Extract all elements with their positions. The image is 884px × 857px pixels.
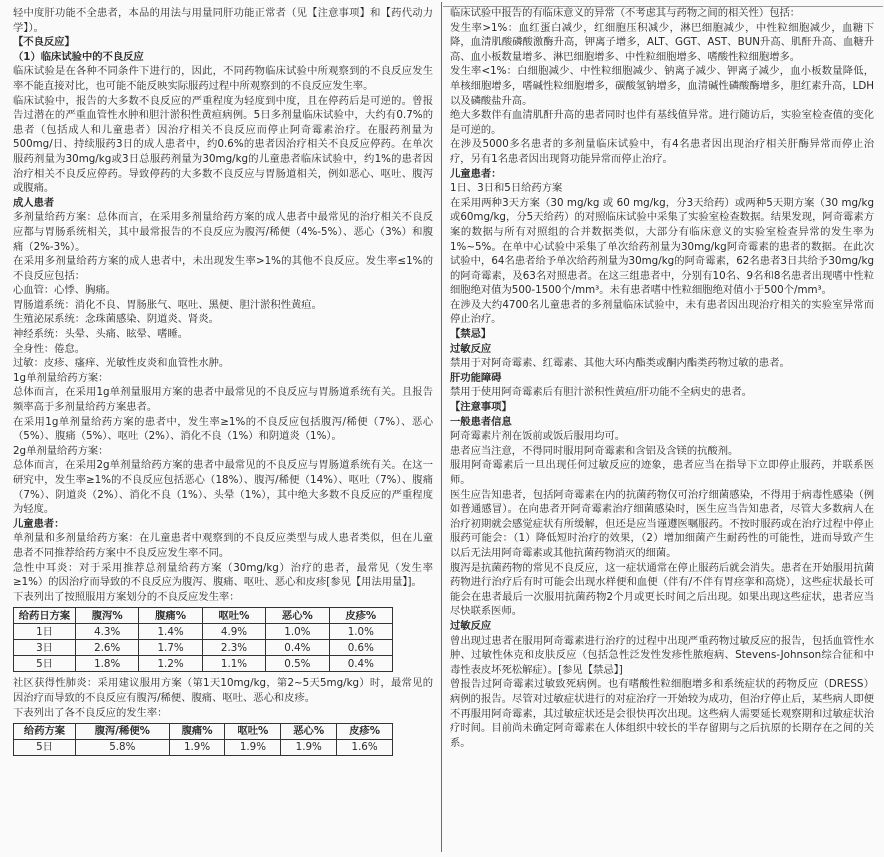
column-header: 恶心% (281, 724, 337, 740)
paragraph: 绝大多数伴有血清肌酐升高的患者同时也伴有基线值异常。进行随访后，实验室检查值的变化是可逆的。 (450, 109, 874, 136)
table-cell: 1.7% (139, 640, 202, 656)
column-header: 恶心% (266, 608, 329, 624)
column-header: 皮疹% (329, 608, 392, 624)
table-row (14, 624, 393, 640)
section-heading: 过敏反应 (450, 342, 492, 355)
right-text-blocks (450, 6, 874, 750)
paragraph: 单剂量和多剂量给药方案：在儿童患者中观察到的不良反应类型与成人患者类似，但在儿童患者不同推荐给药方案中不良反应发生率不同。 (13, 532, 433, 559)
cap-paragraph: 社区获得性肺炎：采用建议服用方案（第1天10mg/kg，第2~5天5mg/kg）时，最常见的因治疗而导致的不良反应有腹泻/稀便、腹痛、呕吐、恶心和皮疹。 (13, 677, 433, 704)
column-header: 腹泻/稀便% (76, 724, 170, 740)
table-cell: 5日 (14, 656, 76, 672)
section-heading: 过敏反应 (450, 619, 492, 632)
paragraph: 在采用多剂量给药方案的成人患者中，未出现发生率>1%的其他不良反应。发生率≤1%的不良反应包括： (13, 255, 433, 282)
section-heading: 【不良反应】 (13, 36, 75, 49)
paragraph: 轻中度肝功能不全患者，本品的用法与用量同肝功能正常者（见【注意事项】和【药代动力学】）。 (13, 7, 433, 34)
table-cell: 0.4% (266, 640, 329, 656)
paragraph: 神经系统：头晕、头痛、眩晕、嗜睡。 (13, 328, 189, 341)
paragraph: 1g单剂量给药方案： (13, 371, 109, 384)
table-row (14, 740, 393, 756)
paragraph: 生殖泌尿系统：念珠菌感染、阴道炎、肾炎。 (13, 313, 219, 326)
adverse-reaction-table-cap (13, 723, 393, 756)
column-header: 腹痛% (139, 608, 202, 624)
left-column (13, 6, 433, 760)
table-body (14, 740, 393, 756)
paragraph: 腹泻是抗菌药物的常见不良反应，这一症状通常在停止服药后就会消失。患者在开始服用抗菌药物进行治疗后有时可能会出现水样便和血便（伴有/不伴有胃痉挛和高烧），这些症状最长可能会在患者最后一次服用抗菌药物2个月或更长时间之后出现。如果出现这些症状，患者应当尽快联系医师。 (450, 561, 874, 618)
table-cell: 0.6% (329, 640, 392, 656)
table-cell: 3日 (14, 640, 76, 656)
table-row (14, 656, 393, 672)
section-heading: 肝功能障碍 (450, 371, 502, 384)
paragraph: 发生率<1%：白细胞减少、中性粒细胞减少、钠离子减少、钾离子减少，血小板数量降低，单核细胞增多，嗜碱性粒细胞增多，碳酸氢钠增多，血清碱性磷酸酶增多，胆红素升高，LDH以及磷酸盐升高。 (450, 65, 874, 107)
table-cell: 1.6% (337, 740, 393, 756)
paragraph: 过敏：皮疹、瘙痒、光敏性皮炎和血管性水肿。 (13, 357, 230, 370)
table-cell: 5日 (14, 740, 76, 756)
column-header: 呕吐% (202, 608, 265, 624)
section-heading: 儿童患者： (13, 517, 65, 530)
table-cell: 1.2% (139, 656, 202, 672)
table-cell: 0.5% (266, 656, 329, 672)
paragraph: 在涉及5000多名患者的多剂量临床试验中，有4名患者因出现治疗相关肝酶异常而停止治疗，另有1名患者因出现肾功能异常而停止治疗。 (450, 138, 874, 165)
table-header-row (14, 608, 393, 624)
table-cell: 1.4% (139, 624, 202, 640)
paragraph: 发生率>1%：血红蛋白减少，红细胞压积减少，淋巴细胞减少，中性粒细胞减少，血糖下降，血清肌酸磷酸激酶升高，钾离子增多，ALT、GGT、AST、BUN升高、肌酐升高、血糖升高、血小板数量增多、淋巴细胞增多、中性粒细胞增多、嗜酸性粒细胞增多。 (450, 21, 874, 63)
table-cell: 1.1% (202, 656, 265, 672)
table-cell: 1.9% (169, 740, 225, 756)
paragraph: 2g单剂量给药方案： (13, 444, 109, 457)
table-cell: 1.8% (76, 656, 139, 672)
paragraph: 临床试验是在各种不同条件下进行的，因此，不同药物临床试验中所观察到的不良反应发生率不能直接对比，也可能不能反映实际服药过程中所观察到的不良反应发生率。 (13, 65, 433, 92)
column-header: 皮疹% (337, 724, 393, 740)
paragraph: 下表列出了按照服用方案划分的不良反应发生率： (13, 590, 240, 603)
section-heading: 一般患者信息 (450, 415, 512, 428)
paragraph: 胃肠道系统：消化不良、胃肠胀气、呕吐、黑便、胆汁淤积性黄疸。 (13, 298, 322, 311)
paragraph: 曾出现过患者在服用阿奇霉素进行治疗的过程中出现严重药物过敏反应的报告，包括血管性水肿、过敏性休克和皮肤反应（包括急性泛发性发疹性脓疱病、Stevens-Johnson综合征和中毒性表皮坏死松解症）。[参见【禁忌】] (450, 634, 874, 676)
table-cell: 1日 (14, 624, 76, 640)
table-cell: 4.9% (202, 624, 265, 640)
paragraph: 临床试验中，报告的大多数不良反应的严重程度为轻度到中度，且在停药后是可逆的。曾报告过潜在的严重血管性水肿和胆汁淤积性黄疸病例。5日多剂量临床试验中，大约有0.7%的患者（包括成人和儿童患者）因治疗相关不良反应而停止阿奇霉素治疗。在服药剂量为500mg/日、持续服药3日的成人患者中，约0.6%的患者因治疗相关不良反应停药。在单次服药剂量为30mg/kg或3日总服药剂量为30mg/kg的儿童患者临床试验中，约1%的患者因治疗相关不良反应停药。导致停药的大多数不良反应与胃肠道相关，例如恶心、呕吐、腹泻或腹痛。 (13, 94, 433, 195)
column-header: 呕吐% (225, 724, 281, 740)
paragraph: 服用阿奇霉素后一旦出现任何过敏反应的迹象，患者应当在指导下立即停止服药，并联系医师。 (450, 459, 874, 486)
paragraph: 医生应告知患者，包括阿奇霉素在内的抗菌药物仅可治疗细菌感染，不得用于病毒性感染（例如普通感冒）。在向患者开阿奇霉素治疗细菌感染时，医生应当告知患者，尽管大多数病人在治疗初期就会感觉症状有所缓解，但还是应当谨遵医嘱服药。不按时服药或在治疗过程中停止服药可能会：（1）降低短时治疗的效果，（2）增加细菌产生耐药性的可能性，进而导致产生以后无法用阿奇霉素或其他抗菌药物消灭的细菌。 (450, 488, 874, 559)
table-cell: 2.3% (202, 640, 265, 656)
adverse-reaction-table-regimen (13, 607, 393, 672)
table-cell: 4.3% (76, 624, 139, 640)
table-header-row (14, 724, 393, 740)
table-row (14, 640, 393, 656)
table-cell: 1.0% (266, 624, 329, 640)
paragraph: 在涉及大约4700名儿童患者的多剂量临床试验中，未有患者因出现治疗相关的实验室异常而停止治疗。 (450, 298, 874, 326)
section-heading: 成人患者 (13, 196, 55, 209)
table-cell: 0.4% (329, 656, 392, 672)
paragraph: 曾报告过阿奇霉素过敏致死病例。也有嗜酸性粒细胞增多和系统症状的药物反应（DRESS）病例的报告。尽管对过敏症状进行的对症治疗一开始较为成功，但治疗停止后，某些病人即便不再服用阿奇霉素，其过敏症状还是会很快再次出现。这些病人需要延长观察期和过敏症状治疗时间。目前尚未确定阿奇霉素在人体组织中较长的半存留期与之后抗原的长期存在之间的关系。 (450, 678, 874, 749)
column-header: 给药方案 (14, 724, 76, 740)
paragraph: 多剂量给药方案：总体而言，在采用多剂量给药方案的成人患者中最常见的治疗相关不良反应都与胃肠系统相关，其中最常报告的不良反应为腹泻/稀便（4%-5%）、恶心（3%）和腹痛（2%-3%）。 (13, 211, 433, 253)
table2-intro: 下表列出了各不良反应的发生率： (13, 706, 168, 719)
table-body (14, 624, 393, 672)
paragraph: 禁用于使用阿奇霉素后有胆汁淤积性黄疸/肝功能不全病史的患者。 (450, 386, 753, 399)
left-text-blocks (13, 6, 433, 604)
paragraph: 心血管：心悸、胸痛。 (13, 284, 116, 297)
table-cell: 1.9% (281, 740, 337, 756)
paragraph: 临床试验中报告的有临床意义的异常（不考虑其与药物之间的相关性）包括： (450, 7, 801, 19)
paragraph: 在采用1g单剂量给药方案的患者中，发生率≥1%的不良反应包括腹泻/稀便（7%）、恶心（5%）、腹痛（5%）、呕吐（2%）、消化不良（1%）和阴道炎（1%）。 (13, 415, 433, 443)
section-heading: （1）临床试验中的不良反应 (13, 50, 144, 63)
column-header: 给药日方案 (14, 608, 76, 624)
table-cell: 5.8% (76, 740, 170, 756)
table-cell: 1.0% (329, 624, 392, 640)
paragraph: 禁用于对阿奇霉素、红霉素、其他大环内酯类或酮内酯类药物过敏的患者。 (450, 357, 790, 370)
section-heading: 【注意事项】 (450, 401, 512, 414)
right-column (450, 6, 874, 750)
column-divider (441, 2, 442, 852)
table-cell: 2.6% (76, 640, 139, 656)
table-cell: 1.9% (225, 740, 281, 756)
column-header: 腹泻% (76, 608, 139, 624)
paragraph: 总体而言，在采用2g单剂量给药方案的患者中最常见的不良反应与胃肠道系统有关。在这一研究中，发生率≥1%的不良反应包括恶心（18%）、腹泻/稀便（14%）、呕吐（7%）、腹痛（7%）、阴道炎（2%）、消化不良（1%）、头晕（1%），其中绝大多数不良反应的严重程度为轻度。 (13, 459, 433, 516)
paragraph: 急性中耳炎：对于采用推荐总剂量给药方案（30mg/kg）治疗的患者，最常见（发生率≥1%）的因治疗而导致的不良反应为腹泻、腹痛、呕吐、恶心和皮疹[参见【用法用量】]。 (13, 561, 433, 589)
paragraph: 总体而言，在采用1g单剂量服用方案的患者中最常见的不良反应与胃肠道系统有关。且报告频率高于多剂量给药方案患者。 (13, 386, 433, 414)
paragraph: 全身性：倦怠。 (13, 342, 86, 355)
paragraph: 1日、3日和5日给药方案 (450, 182, 563, 195)
column-header: 腹痛% (169, 724, 225, 740)
paragraph: 在采用两种3天方案（30 mg/kg 或 60 mg/kg，分3天给药）或两种5天期方案（30 mg/kg或60mg/kg，分5天给药）的对照临床试验中采集了实验室检查数据。结果发现，阿奇霉素方案的数据与所有对照组的合并数据类似，大部分有临床意义的实验室检查异常的发生率为1%~5%。在单中心试验中采集了单次给药剂量为30mg/kg阿奇霉素的患者的数据。在此次试验中，64名患者给予单次给药剂量为30mg/kg的阿奇霉素，62名患者3日共给予30mg/kg的阿奇霉素，及63名对照患者。在这三组患者中，分别有10名、9名和8名患者出现嗜中性粒细胞绝对值为500-1500个/mm³。未有患者嗜中性粒细胞绝对值小于500个/mm³。 (450, 196, 874, 297)
paragraph: 患者应当注意，不得同时服用阿奇霉素和含铝及含镁的抗酸剂。 (450, 444, 739, 457)
paragraph: 阿奇霉素片剂在饭前或饭后服用均可。 (450, 430, 626, 443)
section-heading: 【禁忌】 (450, 328, 492, 341)
section-heading: 儿童患者： (450, 167, 502, 180)
